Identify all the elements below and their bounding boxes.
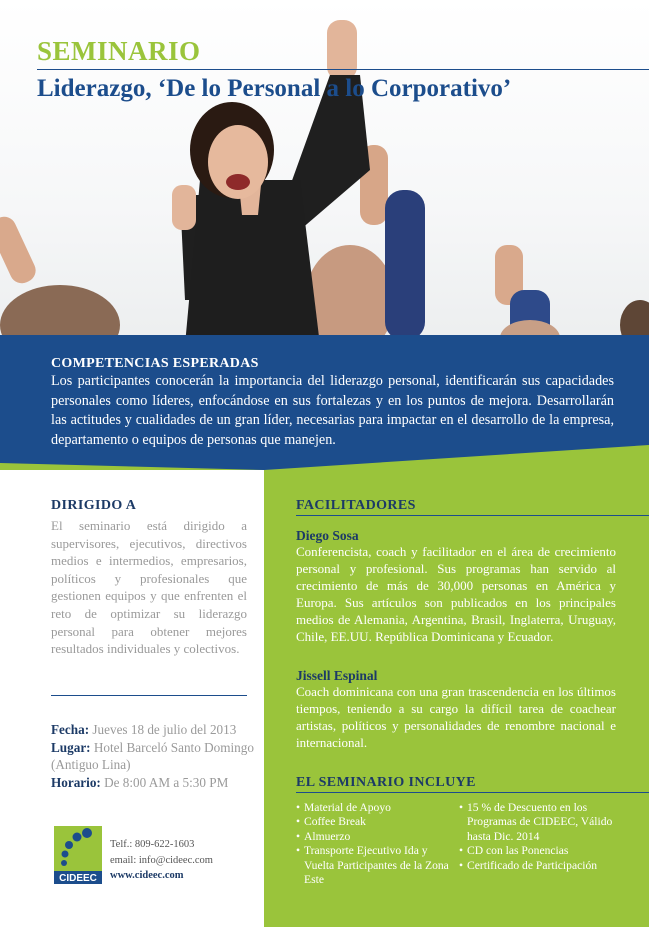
competencias-section bbox=[51, 355, 614, 450]
contact-block bbox=[110, 837, 213, 884]
facilitator-1 bbox=[296, 527, 616, 645]
facilitator-2 bbox=[296, 667, 616, 752]
list-item: • Almuerzo bbox=[296, 830, 451, 844]
facilitadores-divider bbox=[296, 515, 649, 516]
horario-label: Horario: bbox=[51, 774, 101, 790]
facilitadores-heading: FACILITADORES bbox=[296, 498, 416, 513]
fecha-label: Fecha: bbox=[51, 722, 90, 737]
facilitator-bio: Conferencista, coach y facilitador en el área de crecimiento personal y profesional. Sus programas han servido al crecimiento de más de 30,000 personas en América y Europa. Sus artículos son publicados en los principales medios de Alemania, Argentina, Brasil, Inglaterra, Uruguay, Chile, EE.UU. República Dominicana y Ecuador. bbox=[296, 544, 616, 644]
woman-mouth bbox=[226, 174, 250, 190]
logo-dot-3 bbox=[65, 841, 73, 849]
blue-sleeve-arm bbox=[385, 190, 425, 340]
hero-banner bbox=[0, 0, 649, 345]
woman-left-fist bbox=[172, 185, 196, 230]
horario-line bbox=[51, 774, 261, 792]
dirigido-text: El seminario está dirigido a supervisores, ejecutivos, directivos medios e intermedios, empresarios, políticos y profesionales que gestionen equipos y que enfrenten el reto de optimizar su liderazgo personal para obtener mejores resultados individuales y colectivos. bbox=[51, 518, 247, 657]
competencias-text: Los participantes conocerán la importancia del liderazgo personal, identificarán sus capacidades personales como líderes, enfocándose en sus fortalezas y en los puntos de mejora. Desarrollarán las actitudes y cualidades de un gran líder, necesarias para impactar en el desarrollo de la empresa, departamento o equipos de personas que manejen. bbox=[51, 373, 614, 448]
title-divider bbox=[37, 69, 649, 70]
raised-fist-woman bbox=[327, 20, 357, 80]
phone-text: Telf.: 809-622-1603 bbox=[110, 839, 195, 850]
raised-hand-left bbox=[0, 213, 40, 287]
logo-dot-2 bbox=[73, 833, 82, 842]
lugar-line bbox=[51, 739, 261, 774]
logo-dot-4 bbox=[62, 851, 69, 858]
list-item: • Transporte Ejecutivo Ida y Vuelta Participantes de la Zona Este bbox=[296, 844, 451, 887]
lugar-label: Lugar: bbox=[51, 739, 91, 755]
website-link[interactable]: www.cideec.com bbox=[110, 870, 184, 881]
incluye-list-left bbox=[296, 801, 451, 887]
facilitator-bio: Coach dominicana con una gran trascendencia en los últimos tiempos, teniendo a su cargo la difícil tarea de coachear artistas, políticos y personalidades de renombre nacional e internacional. bbox=[296, 684, 616, 750]
fecha-line bbox=[51, 721, 261, 739]
page-title: SEMINARIO bbox=[37, 36, 201, 66]
email-text[interactable]: email: info@cideec.com bbox=[110, 854, 213, 866]
event-info bbox=[51, 721, 261, 791]
cideec-logo bbox=[54, 826, 102, 884]
competencias-heading: COMPETENCIAS ESPERADAS bbox=[51, 356, 259, 371]
left-divider bbox=[51, 695, 247, 696]
logo-wordmark: CIDEEC bbox=[59, 873, 97, 884]
facilitator-name: Jissell Espinal bbox=[296, 668, 378, 683]
incluye-heading: EL SEMINARIO INCLUYE bbox=[296, 775, 476, 790]
incluye-list-right bbox=[459, 801, 634, 873]
fecha-value: Jueves 18 de julio del 2013 bbox=[92, 722, 237, 737]
lugar-value: Hotel Barceló Santo Domingo (Antiguo Lina) bbox=[51, 739, 254, 773]
logo-dot-5 bbox=[61, 860, 67, 866]
list-item: • 15 % de Descuento en los Programas de CIDEEC, Válido hasta Dic. 2014 bbox=[459, 801, 634, 844]
list-item: • CD con las Ponencias bbox=[459, 844, 634, 858]
list-item: • Coffee Break bbox=[296, 815, 451, 829]
incluye-divider bbox=[296, 792, 649, 793]
list-item: • Certificado de Participación bbox=[459, 859, 634, 873]
dirigido-heading: DIRIGIDO A bbox=[51, 498, 137, 513]
seminar-subtitle: Liderazgo, ‘De lo Personal a lo Corporativo’ bbox=[37, 75, 512, 102]
facilitator-name: Diego Sosa bbox=[296, 528, 359, 543]
horario-value: De 8:00 AM a 5:30 PM bbox=[104, 774, 229, 790]
list-item: • Material de Apoyo bbox=[296, 801, 451, 815]
logo-dot-1 bbox=[82, 828, 92, 838]
crowd-head-center bbox=[305, 245, 395, 345]
